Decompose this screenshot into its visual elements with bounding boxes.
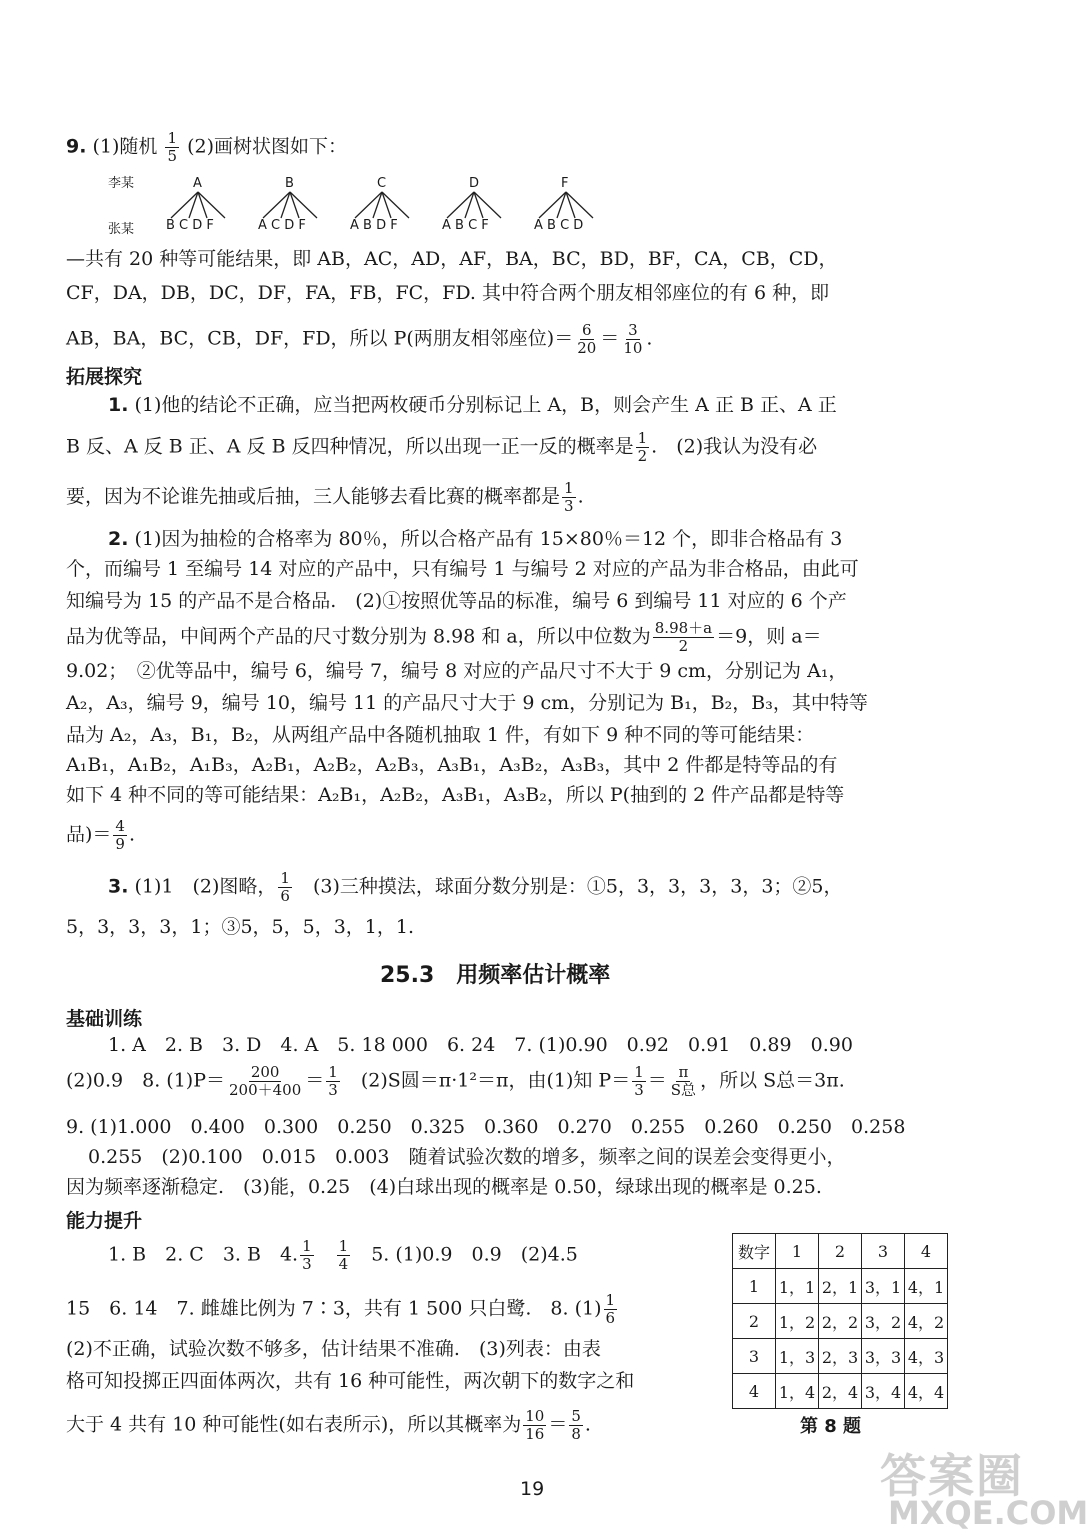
table-cell: 4: [905, 1234, 948, 1269]
q9-line3: CF，DA，DB，DC，DF，FA，FB，FC，FD. 其中符合两个朋友相邻座位的有 6 种，即: [66, 282, 830, 304]
fraction: $\frac{3}{10}$: [623, 321, 643, 357]
tz-q3-line1: 3. (1)1 (2)图略， $\frac{1}{6}$ (3)三种摸法，球面分数分别是：①5，3，3，3，3，3；②5，: [108, 869, 843, 905]
table-cell: 2，4: [819, 1374, 862, 1409]
table-cell: 4，4: [905, 1374, 948, 1409]
tz-q2-line1: 2. (1)因为抽检的合格率为 80％，所以合格产品有 15×80％＝12 个，即非合格品有 3: [108, 528, 843, 550]
tz-q2-line10: 品)＝ $\frac{4}{9}$ .: [66, 817, 136, 853]
tz-q2-line3: 知编号为 15 的产品不是合格品. (2)①按照优等品的标准，编号 6 到编号 11 对应的 6 个产: [66, 590, 847, 612]
table-cell: 2，1: [819, 1269, 862, 1304]
fraction: $\frac{1}{3}$: [634, 1063, 644, 1099]
tree-parent-node: C: [377, 176, 387, 191]
nl-line5: 大于 4 共有 10 种可能性(如右表所示)，所以其概率为 $\frac{10}{16}$ ＝ $\frac{5}{8}$ .: [66, 1407, 591, 1443]
tree-child-nodes: A B C D: [534, 218, 584, 233]
table-cell: 3，1: [862, 1269, 905, 1304]
nl-line1: 1. B 2. C 3. B 4. $\frac{1}{3}$ $\frac{1}{4}$ 5. (1)0.9 0.9 (2)4.5: [108, 1237, 578, 1273]
fraction: $\frac{4}{9}$: [115, 817, 125, 853]
watermark-logo: 答案圈: [880, 1449, 1024, 1503]
table-cell: 3，4: [862, 1374, 905, 1409]
tz-q1-line2: B 反、A 反 B 正、A 反 B 反四种情况，所以出现一正一反的概率是 $\frac{1}{2}$ . (2)我认为没有必: [66, 429, 818, 465]
table-cell: 3: [733, 1339, 776, 1374]
jc-line5: 因为频率逐渐稳定. (3)能，0.25 (4)白球出现的概率是 0.50，绿球出现的概率是 0.25.: [66, 1176, 822, 1198]
table-cell: 1: [733, 1269, 776, 1304]
tz-q2-line7: 品为 A₂，A₃，B₁，B₂，从两组产品中各随机抽取 1 件，有如下 9 种不同的等可能结果：: [66, 724, 815, 746]
heading-nengli: 能力提升: [66, 1210, 143, 1232]
heading-jichu: 基础训练: [66, 1008, 143, 1030]
tree-child-nodes: A C D F: [258, 218, 306, 233]
table-row: [733, 1339, 948, 1374]
table-cell: 4，3: [905, 1339, 948, 1374]
table-cell: 1: [776, 1234, 819, 1269]
tz-q2-line8: A₁B₁，A₁B₂，A₁B₃，A₂B₁，A₂B₂，A₂B₃，A₃B₁，A₃B₂，A₃B₃，其中 2 件都是特等品的有: [66, 754, 838, 776]
table-cell: 2，3: [819, 1339, 862, 1374]
watermark-url: MXQE.COM: [888, 1494, 1088, 1532]
q9-line1: 9. (1)随机 $\frac{1}{5}$ (2)画树状图如下：: [66, 129, 347, 165]
nl-line4: 格可知投掷正四面体两次，共有 16 种可能性，两次朝下的数字之和: [66, 1370, 635, 1392]
table-cell: 1，3: [776, 1339, 819, 1374]
table-cell: 1，2: [776, 1304, 819, 1339]
jc-line3: 9. (1)1.000 0.400 0.300 0.250 0.325 0.360 0.270 0.255 0.260 0.250 0.258: [66, 1116, 906, 1138]
fraction: $\frac{1}{6}$: [605, 1291, 616, 1327]
table-cell: 3: [862, 1234, 905, 1269]
table-cell: 1，4: [776, 1374, 819, 1409]
tree-child-nodes: B C D F: [166, 218, 214, 233]
table-cell: 数字: [733, 1234, 776, 1269]
tz-q2-line5: 9.02； ②优等品中，编号 6，编号 7，编号 8 对应的产品尺寸不大于 9 cm，分别记为 A₁，: [66, 660, 848, 682]
table-cell: 2: [819, 1234, 862, 1269]
nl-line2: 15 6. 14 7. 雌雄比例为 7∶3，共有 1 500 只白鹭. 8. (1) $\frac{1}{6}$: [66, 1291, 616, 1327]
table-cell: 4: [733, 1374, 776, 1409]
fraction: $\frac{200}{200+400}$: [229, 1063, 302, 1099]
fraction: $\frac{1}{3}$: [328, 1063, 338, 1099]
fraction: $\frac{1}{3}$: [564, 479, 574, 515]
fraction: $\frac{1}{5}$: [167, 129, 178, 165]
fraction: $\frac{10}{16}$: [525, 1407, 545, 1443]
q9-line4: AB，BA，BC，CB，DF，FD，所以 P(两朋友相邻座位)＝ $\frac{6}{20}$ ＝ $\frac{3}{10}$ .: [66, 321, 653, 357]
table-row: [733, 1374, 948, 1409]
table-cell: 1，1: [776, 1269, 819, 1304]
tz-q2-line6: A₂，A₃，编号 9，编号 10，编号 11 的产品尺寸大于 9 cm，分别记为 B₁，B₂，B₃，其中特等: [66, 692, 868, 714]
heading-tuozhan: 拓展探究: [66, 366, 143, 388]
table-cell: 4，2: [905, 1304, 948, 1339]
nl-line3: (2)不正确，试验次数不够多，估计结果不准确. (3)列表：由表: [66, 1338, 601, 1360]
table-row: [733, 1269, 948, 1304]
table-header-row: [733, 1234, 948, 1269]
table-q8: [732, 1233, 948, 1409]
tree-diagram: [0, 176, 1065, 236]
tree-parent-node: A: [193, 176, 202, 191]
tz-q1-line3: 要，因为不论谁先抽或后抽，三人能够去看比赛的概率都是 $\frac{1}{3}$ .: [66, 479, 584, 515]
tz-q3-line2: 5，3，3，3，1；③5，5，5，3，1，1.: [66, 916, 415, 938]
tree-child-nodes: A B D F: [350, 218, 398, 233]
tree-child-nodes: A B C F: [442, 218, 489, 233]
tz-q2-line9: 如下 4 种不同的等可能结果：A₂B₁，A₂B₂，A₃B₁，A₃B₂，所以 P(抽到的 2 件产品都是特等: [66, 784, 845, 806]
page-number: 19: [520, 1478, 545, 1500]
tree-parent-node: D: [469, 176, 480, 191]
table-cell: 2，2: [819, 1304, 862, 1339]
table-cell: 3，3: [862, 1339, 905, 1374]
tree-label-li: 李某: [108, 176, 135, 191]
jc-line1: 1. A 2. B 3. D 4. A 5. 18 000 6. 24 7. (1)0.90 0.92 0.91 0.89 0.90: [108, 1034, 853, 1056]
table-cell: 3，2: [862, 1304, 905, 1339]
tree-parent-node: B: [285, 176, 294, 191]
jc-line2: (2)0.9 8. (1)P＝ $\frac{200}{200+400}$ ＝ $\frac{1}{3}$ (2)S圆＝π·1²＝π，由(1)知 P＝ $\frac{1}{3}$ ＝ $\frac{\pi}{\text{S总}}$ ，所以 S总＝3π.: [66, 1063, 845, 1099]
q9-line2: —共有 20 种等可能结果，即 AB，AC，AD，AF，BA，BC，BD，BF，CA，CB，CD，: [66, 248, 838, 270]
fraction: $\frac{1}{4}$: [338, 1237, 349, 1273]
tz-q2-line2: 个，而编号 1 至编号 14 对应的产品中，只有编号 1 与编号 2 对应的产品为非合格品，由此可: [66, 558, 859, 580]
fraction: $\frac{8.98+a}{2}$: [654, 619, 713, 655]
tree-parent-node: F: [561, 176, 569, 191]
fraction: $\frac{\pi}{\text{S总}}$: [670, 1063, 697, 1099]
fraction: $\frac{1}{3}$: [302, 1237, 312, 1273]
table-cell: 4，1: [905, 1269, 948, 1304]
q9-number: 9.: [66, 135, 87, 158]
tz-q2-line4: 品为优等品，中间两个产品的尺寸数分别为 8.98 和 a，所以中位数为 $\frac{8.98+a}{2}$ ＝9，则 a＝: [66, 619, 822, 655]
table-row: [733, 1304, 948, 1339]
fraction: $\frac{1}{6}$: [280, 869, 290, 905]
jc-line4: 0.255 (2)0.100 0.015 0.003 随着试验次数的增多，频率之间的误差会变得更小，: [88, 1146, 846, 1168]
fraction: $\frac{5}{8}$: [571, 1407, 581, 1443]
fraction: $\frac{6}{20}$: [577, 321, 597, 357]
tree-label-zhang: 张某: [108, 222, 135, 237]
fraction: $\frac{1}{2}$: [637, 429, 648, 465]
table-cell: 2: [733, 1304, 776, 1339]
table-caption: 第 8 题: [800, 1416, 862, 1437]
section-title: 25.3 用频率估计概率: [380, 963, 611, 988]
tz-q1-line1: 1. (1)他的结论不正确，应当把两枚硬币分别标记上 A，B，则会产生 A 正 B 正、A 正: [108, 394, 837, 416]
